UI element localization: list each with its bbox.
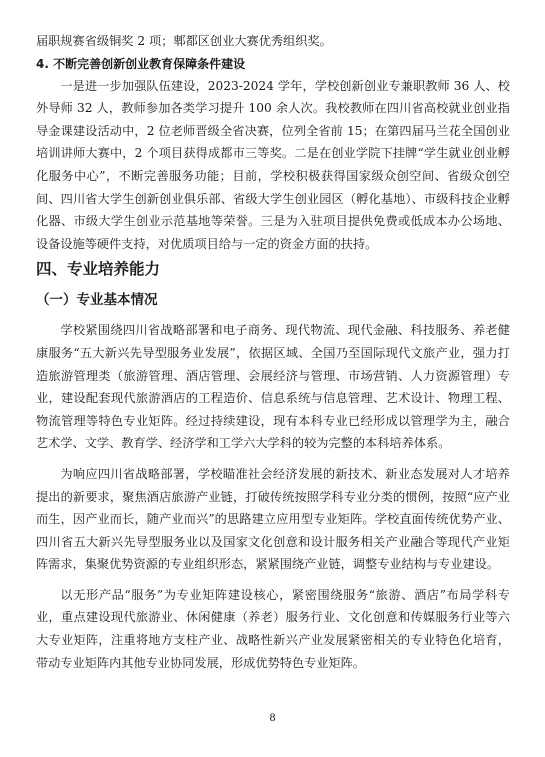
paragraph-awards-tail: 届职规赛省级铜奖 2 项；郫都区创业大赛优秀组织奖。 — [36, 34, 332, 48]
paragraph-strategy-response: 为响应四川省战略部署，学校瞄准社会经济发展的新技术、新业态发展对人才培养提出的新要求，聚焦酒店旅游产业链，打破传统按照学科专业分类的惯例，按照“应产业而生，因产业而长，随产业而兴”的思路建立应用型专业矩阵。学校直面传统优势产业、四川省五大新兴先导型服务业以及国家文化创意和设计服务相关产业融合等现代产业矩阵需求，集聚优势资源的专业组织形态，紧紧围绕产业链，调整专业结构与专业建设。 — [36, 466, 510, 572]
page-number: 8 — [269, 713, 276, 724]
page-content — [36, 30, 510, 674]
paragraph-major-overview: 学校紧围绕四川省战略部署和电子商务、现代物流、现代金融、科技服务、养老健康服务“五大新兴先导型服务业发展”，依据区域、全国乃至国际现代文旅产业，强力打造旅游管理类（旅游管理、酒店管理、会展经济与管理、市场营销、人力资源管理）专业，建设配套现代旅游酒店的工程造价、信息系统与信息管理、艺术设计、物理工程、物流管理等特色专业矩阵。经过持续建设，现有本科专业已经形成以管理学为主，融合艺术学、文学、教育学、经济学和工学六大学科的较为完整的本科培养体系。 — [36, 323, 510, 451]
paragraph-support-conditions: 一是进一步加强队伍建设，2023-2024 学年，学校创新创业专兼职教师 36 人、校外导师 32 人，教师参加各类学习提升 100 余人次。我校教师在四川省高校就业创业指导金课建设活动中，2 位老师晋级全省决赛，位列全省前 15；在第四届马兰花全国创业培训讲师大赛中，2 个项目获得成都市三等奖。二是在创业学院下挂牌“学生就业创业孵化服务中心”，不断完善服务功能；目前，学校积极获得国家级众创空间、省级众创空间、四川省大学生创新创业俱乐部、省级大学生创业园区（孵化基地）、市级科技企业孵化器、市级大学生创业示范基地等荣誉。三是为入驻项目提供免费或低成本办公场地、设备设施等硬件支持，对优质项目给与一定的资金方面的扶持。 — [36, 78, 510, 251]
subsection-heading-4: 4. 不断完善创新创业教育保障条件建设 — [36, 56, 246, 71]
subsection-heading-basic-info: （一）专业基本情况 — [36, 292, 158, 309]
paragraph-service-core: 以无形产品“服务”为专业矩阵建设核心，紧密围绕服务“旅游、酒店”布局学科专业，重点建设现代旅游业、休闲健康（养老）服务行业、文化创意和传媒服务行业等六大专业矩阵，注重将地方支柱产业、战略性新兴产业发展紧密相关的专业特色化培育，带动专业矩阵内其他专业协同发展，形成优势特色专业矩阵。 — [36, 587, 510, 670]
section-heading-4: 四、专业培养能力 — [36, 260, 161, 279]
